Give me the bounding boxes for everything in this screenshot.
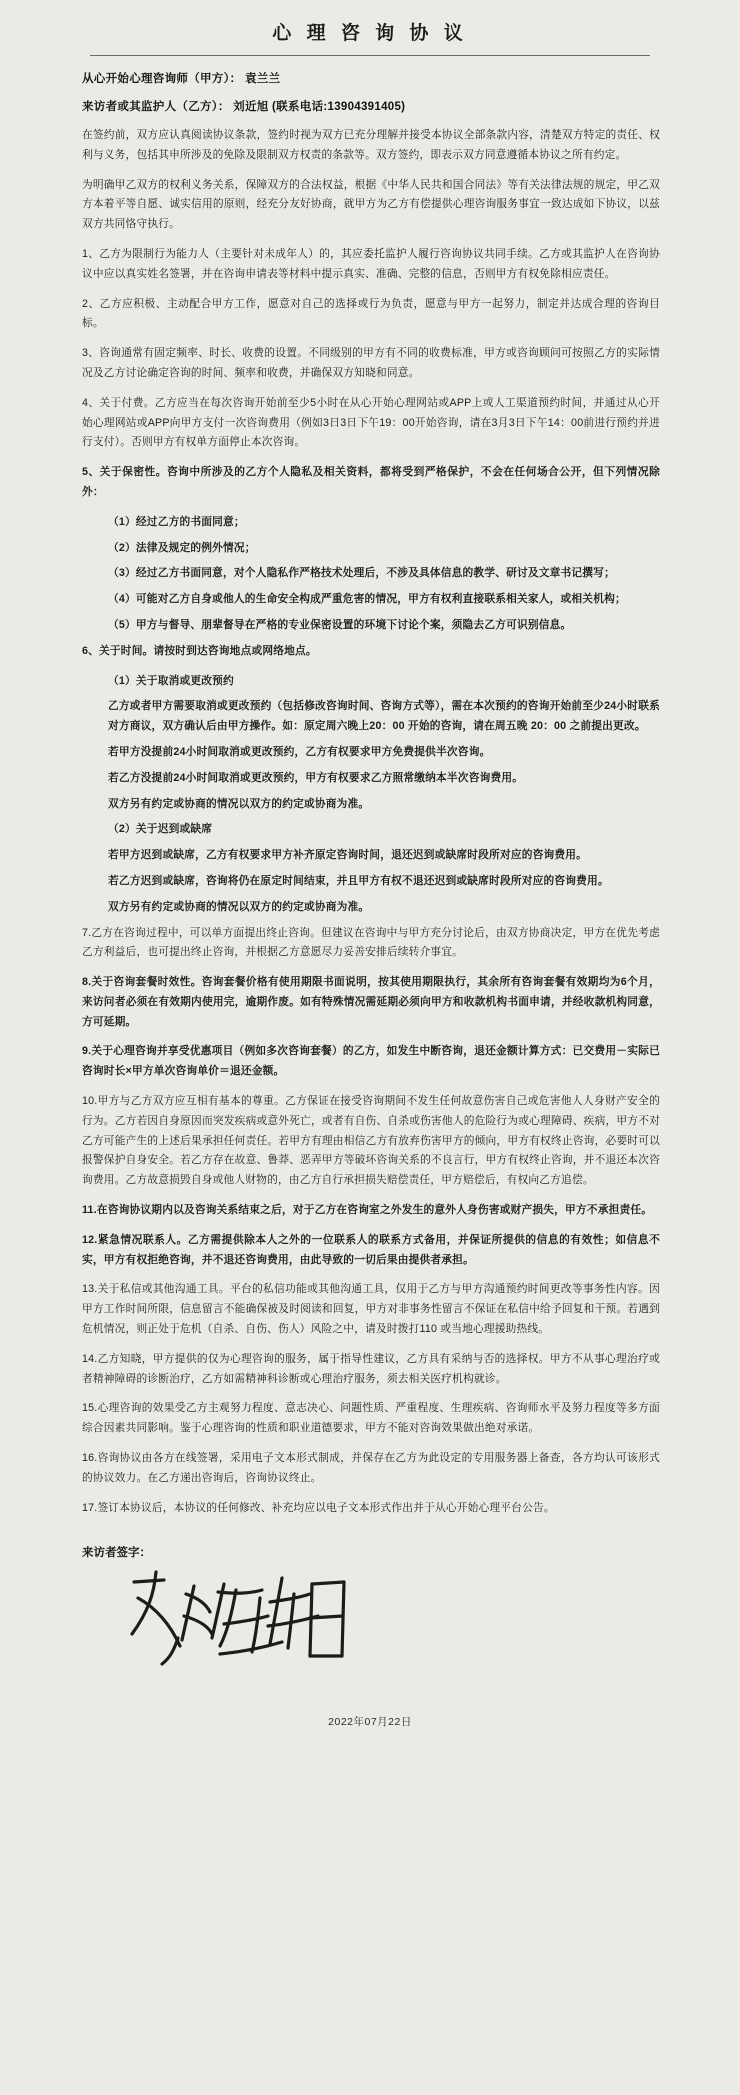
clause-paragraph: 3、咨询通常有固定频率、时长、收费的设置。不同级别的甲方有不同的收费标准，甲方或咨询顾问可按照乙方的实际情况及乙方讨论确定咨询的时间、频率和收费，并确保双方知晓和同意。 <box>82 347 660 379</box>
document-body <box>0 70 740 1684</box>
party-b-line: 来访者或其监护人（乙方）： 刘近旭 (联系电话:13904391405) <box>82 101 406 113</box>
clause-paragraph: 10.甲方与乙方双方应互相有基本的尊重。乙方保证在接受咨询期间不发生任何故意伤害自己或危害他人人身财产安全的行为。乙方若因自身原因而突发疾病或意外死亡，或者有自伤、自杀或伤害他人的危险行为或心理障碍、疾病，甲方不对乙方可能产生的上述后果承担任何责任。若甲方有理由相信乙方有放弃伤害甲方的倾向，甲方有权终止咨询，必要时可以报警保护自身安全。若乙方存在故意、鲁莽、恶弄甲方等破坏咨询关系的不良言行，甲方有权终止咨询，并不退还本次咨询费用。乙方故意损毁自身或他人财物的，由乙方自行承担损失赔偿责任，甲方赔偿后，有权向乙方追偿。 <box>82 1095 660 1187</box>
clause-paragraph: （4）可能对乙方自身或他人的生命安全构成严重危害的情况，甲方有权利直接联系相关家人，或相关机构； <box>108 593 626 606</box>
clause-paragraph: 乙方或者甲方需要取消或更改预约（包括修改咨询时间、咨询方式等），需在本次预约的咨询开始前至少24小时联系对方商议，双方确认后由甲方操作。如：原定周六晚上20：00 开始的咨询，请在周五晚 20：00 之前提出更改。 <box>108 700 660 733</box>
clause-paragraph: 15.心理咨询的效果受乙方主观努力程度、意志决心、问题性质、严重程度、生理疾病、咨询师水平及努力程度等多方面综合因素共同影响。鉴于心理咨询的性质和职业道德要求，甲方不能对咨询效果做出绝对承诺。 <box>82 1402 660 1435</box>
clause-paragraph: （1）关于取消或更改预约 <box>108 674 234 687</box>
signature-label: 来访者签字： <box>82 1547 151 1560</box>
clause-paragraph: 11.在咨询协议期内以及咨询关系结束之后，对于乙方在咨询室之外发生的意外人身伤害或财产损失，甲方不承担责任。 <box>82 1204 653 1217</box>
clause-paragraph: （2）法律及规定的例外情况； <box>108 541 256 554</box>
clause-paragraph: 7.乙方在咨询过程中，可以单方面提出终止咨询。但建议在咨询中与甲方充分讨论后，由双方协商决定，甲方在优先考虑乙方利益后，也可提出终止咨询，并根据乙方意愿尽力妥善安排后续转介事宜。 <box>82 926 660 959</box>
clause-paragraph: 6、关于时间。请按时到达咨询地点或网络地点。 <box>82 644 317 657</box>
clause-paragraph: 16.咨询协议由各方在线签署，采用电子文本形式制成，并保存在乙方为此设定的专用服务器上备查，各方均认可该形式的协议效力。在乙方递出咨询后，咨询协议终止。 <box>82 1452 660 1484</box>
title-divider <box>90 55 650 56</box>
clause-paragraph: 13.关于私信或其他沟通工具。平台的私信功能或其他沟通工具，仅用于乙方与甲方沟通预约时间更改等事务性内容。因甲方工作时间所限，信息留言不能确保被及时阅读和回复，甲方对非事务性留言不保证在私信中给予回复和干预。若遇到危机情况，则正处于危机（自杀、自伤、伤人）风险之中，请及时拨打110 或当地心理援助热线。 <box>82 1283 660 1336</box>
clause-paragraph: 17.签订本协议后，本协议的任何修改、补充均应以电子文本形式作出并于从心开始心理平台公告。 <box>82 1501 555 1514</box>
clause-paragraph: 2、乙方应积极、主动配合甲方工作，愿意对自己的选择或行为负责，愿意与甲方一起努力，制定并达成合理的咨询目标。 <box>82 297 660 330</box>
clause-paragraph: 5、关于保密性。咨询中所涉及的乙方个人隐私及相关资料，都将受到严格保护，不会在任何场合公开，但下列情况除外： <box>82 466 660 498</box>
clause-paragraph: 若甲方迟到或缺席，乙方有权要求甲方补齐原定咨询时间，退还迟到或缺席时段所对应的咨询费用。 <box>108 849 588 862</box>
clause-paragraph: 双方另有约定或协商的情况以双方的约定或协商为准。 <box>108 900 370 913</box>
handwritten-signature-icon <box>112 1564 412 1684</box>
clause-paragraph: 双方另有约定或协商的情况以双方的约定或协商为准。 <box>108 797 370 810</box>
clause-paragraph: 若乙方迟到或缺席，咨询将仍在原定时间结束，并且甲方有权不退还迟到或缺席时段所对应的咨询费用。 <box>108 874 609 887</box>
document-date: 2022年07月22日 <box>328 1716 412 1729</box>
clause-paragraph: 8.关于咨询套餐时效性。咨询套餐价格有使用期限书面说明，按其使用期限执行，其余所有咨询套餐有效期均为6个月，来访问者必须在有效期内使用完，逾期作废。如有特殊情况需延期必须向甲方和收款机构书面申请，并经收款机构同意，方可延期。 <box>82 976 660 1028</box>
party-a-line: 从心开始心理咨询师（甲方）： 袁兰兰 <box>82 73 281 85</box>
clause-paragraph: （5）甲方与督导、朋辈督导在严格的专业保密设置的环境下讨论个案，须隐去乙方可识别信息。 <box>108 618 572 631</box>
clause-paragraph: 若乙方没提前24小时间取消或更改预约，甲方有权要求乙方照常缴纳本半次咨询费用。 <box>108 771 524 784</box>
signature-area <box>112 1564 660 1684</box>
clause-paragraph: 14.乙方知晓，甲方提供的仅为心理咨询的服务，属于指导性建议，乙方具有采纳与否的选择权。甲方不从事心理治疗或者精神障碍的诊断治疗，乙方如需精神科诊断或心理治疗服务，须去相关医疗机构就诊。 <box>82 1352 660 1385</box>
clause-paragraph: 9.关于心理咨询并享受优惠项目（例如多次咨询套餐）的乙方，如发生中断咨询，退还金额计算方式：已交费用－实际已咨询时长×甲方单次咨询单价＝退还金额。 <box>82 1045 660 1078</box>
page-title: 心 理 咨 询 协 议 <box>272 23 468 44</box>
clauses-container <box>82 126 660 1518</box>
clause-paragraph: 12.紧急情况联系人。乙方需提供除本人之外的一位联系人的联系方式备用，并保证所提供的信息的有效性；如信息不实，甲方有权拒绝咨询，并不退还咨询费用，由此导致的一切后果由提供者承担。 <box>82 1233 660 1266</box>
clause-paragraph: 在签约前，双方应认真阅读协议条款，签约时视为双方已充分理解并接受本协议全部条款内容，清楚双方特定的责任、权利与义务，包括其申所涉及的免除及限制双方权责的条款等。双方签约，即表示双方同意遵循本协议之所有约定。 <box>82 129 660 161</box>
clause-paragraph: （3）经过乙方书面同意，对个人隐私作严格技术处理后，不涉及具体信息的教学、研讨及文章书记撰写； <box>108 567 615 580</box>
clause-paragraph: 4、关于付费。乙方应当在每次咨询开始前至少5小时在从心开始心理网站或APP上或人工渠道预约时间，并通过从心开始心理网站或APP向甲方支付一次咨询费用（例如3日3日下午19：00开始咨询，请在3月3日下午14：00前进行预约并进行支付）。否则甲方有权单方面停止本次咨询。 <box>82 396 660 449</box>
clause-paragraph: 1、乙方为限制行为能力人（主要针对未成年人）的，其应委托监护人履行咨询协议共同手续。乙方或其监护人在咨询协议中应以真实姓名签署，并在咨询申请表等材料中提示真实、准确、完整的信息，否则甲方有权免除相应责任。 <box>82 247 660 280</box>
clause-paragraph: （2）关于迟到或缺席 <box>108 823 213 836</box>
clause-paragraph: 若甲方没提前24小时间取消或更改预约，乙方有权要求甲方免费提供半次咨询。 <box>108 745 491 758</box>
clause-paragraph: 为明确甲乙双方的权利义务关系，保障双方的合法权益，根据《中华人民共和国合同法》等有关法律法规的规定，甲乙双方本着平等自愿、诚实信用的原则，经充分友好协商，就甲方为乙方有偿提供心理咨询服务事宜一致达成如下协议，以兹双方共同恪守执行。 <box>82 178 660 231</box>
clause-paragraph: （1）经过乙方的书面同意； <box>108 515 245 528</box>
